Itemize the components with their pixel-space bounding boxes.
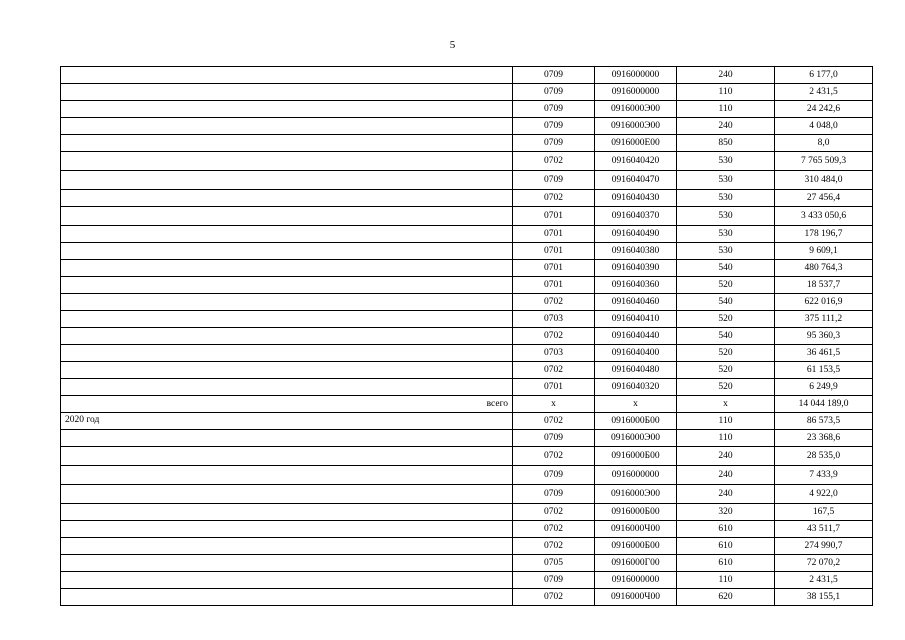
target-article-cell: 0916000Э00 — [595, 118, 677, 135]
expense-type-cell: 850 — [677, 135, 775, 152]
expense-type-cell: 540 — [677, 328, 775, 345]
expense-type-cell: 110 — [677, 572, 775, 589]
amount-cell: 4 048,0 — [775, 118, 873, 135]
section-code-cell: 0702 — [513, 504, 595, 521]
section-code-cell: 0709 — [513, 171, 595, 190]
row-description-cell — [61, 328, 513, 345]
amount-cell: 14 044 189,0 — [775, 396, 873, 413]
expense-type-cell: х — [677, 396, 775, 413]
target-article-cell: 0916040370 — [595, 207, 677, 226]
target-article-cell: 0916040480 — [595, 362, 677, 379]
row-description-cell — [61, 538, 513, 555]
section-code-cell: 0709 — [513, 572, 595, 589]
table-row — [61, 152, 873, 171]
expense-type-cell: 530 — [677, 171, 775, 190]
page-number: 5 — [449, 39, 456, 51]
table-row — [61, 311, 873, 328]
section-code-cell: 0705 — [513, 555, 595, 572]
expense-type-cell: 540 — [677, 260, 775, 277]
row-description-cell — [61, 171, 513, 190]
expense-type-cell: 520 — [677, 311, 775, 328]
row-description-cell — [61, 84, 513, 101]
table-row — [61, 190, 873, 207]
section-code-cell: 0702 — [513, 447, 595, 466]
amount-cell: 622 016,9 — [775, 294, 873, 311]
expense-type-cell: 110 — [677, 413, 775, 430]
table-row — [61, 504, 873, 521]
section-code-cell: 0709 — [513, 101, 595, 118]
table-row — [61, 67, 873, 84]
target-article-cell: 0916040420 — [595, 152, 677, 171]
section-code-cell: 0702 — [513, 190, 595, 207]
section-code-cell: 0701 — [513, 379, 595, 396]
table-row — [61, 485, 873, 504]
section-code-cell: 0701 — [513, 207, 595, 226]
amount-cell: 480 764,3 — [775, 260, 873, 277]
expense-type-cell: 610 — [677, 521, 775, 538]
row-description-cell — [61, 135, 513, 152]
expense-type-cell: 610 — [677, 538, 775, 555]
target-article-cell: 0916000Б00 — [595, 538, 677, 555]
target-article-cell: 0916000000 — [595, 67, 677, 84]
row-description-cell — [61, 311, 513, 328]
row-description-cell — [61, 277, 513, 294]
row-description-cell — [61, 152, 513, 171]
table-row — [61, 521, 873, 538]
target-article-cell: 0916000Б00 — [595, 447, 677, 466]
row-description-cell — [61, 485, 513, 504]
row-description-cell — [61, 67, 513, 84]
row-description-cell — [61, 345, 513, 362]
amount-cell: 24 242,6 — [775, 101, 873, 118]
amount-cell: 6 249,9 — [775, 379, 873, 396]
expense-type-cell: 530 — [677, 207, 775, 226]
target-article-cell: 0916000000 — [595, 466, 677, 485]
amount-cell: 6 177,0 — [775, 67, 873, 84]
table-row — [61, 345, 873, 362]
section-code-cell: 0703 — [513, 345, 595, 362]
table-row — [61, 207, 873, 226]
row-description-cell — [61, 521, 513, 538]
section-code-cell: 0709 — [513, 67, 595, 84]
amount-cell: 23 368,6 — [775, 430, 873, 447]
amount-cell: 27 456,4 — [775, 190, 873, 207]
table-row — [61, 466, 873, 485]
table-row — [61, 430, 873, 447]
section-code-cell: 0701 — [513, 260, 595, 277]
section-code-cell: 0702 — [513, 413, 595, 430]
section-code-cell: 0701 — [513, 243, 595, 260]
section-code-cell: 0701 — [513, 277, 595, 294]
table-row — [61, 135, 873, 152]
row-description-cell — [61, 260, 513, 277]
target-article-cell: 0916000Б00 — [595, 504, 677, 521]
table-row — [61, 555, 873, 572]
section-code-cell: 0709 — [513, 84, 595, 101]
section-code-cell: 0709 — [513, 466, 595, 485]
target-article-cell: 0916000Ч00 — [595, 589, 677, 606]
table-row — [61, 243, 873, 260]
amount-cell: 95 360,3 — [775, 328, 873, 345]
row-description-cell — [61, 589, 513, 606]
target-article-cell: 0916000Г00 — [595, 555, 677, 572]
expense-type-cell: 240 — [677, 466, 775, 485]
expense-type-cell: 110 — [677, 101, 775, 118]
amount-cell: 18 537,7 — [775, 277, 873, 294]
section-code-cell: 0709 — [513, 485, 595, 504]
expense-type-cell: 520 — [677, 379, 775, 396]
target-article-cell: 0916040360 — [595, 277, 677, 294]
section-code-cell: 0702 — [513, 521, 595, 538]
section-code-cell: 0703 — [513, 311, 595, 328]
table-row — [61, 171, 873, 190]
amount-cell: 86 573,5 — [775, 413, 873, 430]
section-code-cell: х — [513, 396, 595, 413]
table-row — [61, 379, 873, 396]
target-article-cell: 0916040400 — [595, 345, 677, 362]
row-description-cell — [61, 504, 513, 521]
amount-cell: 310 484,0 — [775, 171, 873, 190]
table-row — [61, 294, 873, 311]
expense-type-cell: 320 — [677, 504, 775, 521]
row-description-cell — [61, 243, 513, 260]
amount-cell: 7 765 509,3 — [775, 152, 873, 171]
target-article-cell: 0916040490 — [595, 226, 677, 243]
amount-cell: 375 111,2 — [775, 311, 873, 328]
expense-type-cell: 240 — [677, 118, 775, 135]
table-row — [61, 277, 873, 294]
expense-type-cell: 110 — [677, 84, 775, 101]
target-article-cell: 0916000Б00 — [595, 413, 677, 430]
row-description-cell — [61, 362, 513, 379]
target-article-cell: 0916000000 — [595, 84, 677, 101]
amount-cell: 38 155,1 — [775, 589, 873, 606]
target-article-cell: 0916000000 — [595, 572, 677, 589]
expense-type-cell: 530 — [677, 226, 775, 243]
expense-type-cell: 520 — [677, 362, 775, 379]
table-row — [61, 589, 873, 606]
row-description-cell — [61, 379, 513, 396]
amount-cell: 8,0 — [775, 135, 873, 152]
table-row — [61, 328, 873, 345]
row-description-cell — [61, 118, 513, 135]
section-code-cell: 0702 — [513, 362, 595, 379]
row-description-cell: 2020 год — [61, 413, 513, 430]
table-total-row — [61, 396, 873, 413]
expense-type-cell: 530 — [677, 243, 775, 260]
amount-cell: 28 535,0 — [775, 447, 873, 466]
target-article-cell: х — [595, 396, 677, 413]
amount-cell: 178 196,7 — [775, 226, 873, 243]
table-row — [61, 260, 873, 277]
target-article-cell: 0916040380 — [595, 243, 677, 260]
section-code-cell: 0702 — [513, 152, 595, 171]
expense-type-cell: 530 — [677, 152, 775, 171]
target-article-cell: 0916040320 — [595, 379, 677, 396]
table-row — [61, 226, 873, 243]
table-row — [61, 84, 873, 101]
row-description-cell — [61, 294, 513, 311]
section-code-cell: 0702 — [513, 589, 595, 606]
row-description-cell — [61, 101, 513, 118]
expense-type-cell: 530 — [677, 190, 775, 207]
row-description-cell: всего — [61, 396, 513, 413]
amount-cell: 7 433,9 — [775, 466, 873, 485]
section-code-cell: 0702 — [513, 328, 595, 345]
section-code-cell: 0709 — [513, 118, 595, 135]
amount-cell: 4 922,0 — [775, 485, 873, 504]
row-description-cell — [61, 572, 513, 589]
expense-type-cell: 240 — [677, 485, 775, 504]
target-article-cell: 0916040390 — [595, 260, 677, 277]
amount-cell: 3 433 050,6 — [775, 207, 873, 226]
target-article-cell: 0916000Е00 — [595, 135, 677, 152]
amount-cell: 2 431,5 — [775, 84, 873, 101]
amount-cell: 36 461,5 — [775, 345, 873, 362]
table-row — [61, 118, 873, 135]
amount-cell: 274 990,7 — [775, 538, 873, 555]
target-article-cell: 0916040470 — [595, 171, 677, 190]
target-article-cell: 0916040460 — [595, 294, 677, 311]
amount-cell: 9 609,1 — [775, 243, 873, 260]
amount-cell: 72 070,2 — [775, 555, 873, 572]
budget-table — [60, 66, 873, 606]
table-row — [61, 101, 873, 118]
table-row — [61, 413, 873, 430]
table-row — [61, 447, 873, 466]
target-article-cell: 0916000Э00 — [595, 485, 677, 504]
target-article-cell: 0916040410 — [595, 311, 677, 328]
section-code-cell: 0702 — [513, 538, 595, 555]
row-description-cell — [61, 430, 513, 447]
amount-cell: 61 153,5 — [775, 362, 873, 379]
expense-type-cell: 240 — [677, 447, 775, 466]
section-code-cell: 0709 — [513, 135, 595, 152]
expense-type-cell: 620 — [677, 589, 775, 606]
table-row — [61, 362, 873, 379]
amount-cell: 2 431,5 — [775, 572, 873, 589]
target-article-cell: 0916040430 — [595, 190, 677, 207]
section-code-cell: 0709 — [513, 430, 595, 447]
expense-type-cell: 240 — [677, 67, 775, 84]
expense-type-cell: 610 — [677, 555, 775, 572]
target-article-cell: 0916000Ч00 — [595, 521, 677, 538]
section-code-cell: 0702 — [513, 294, 595, 311]
expense-type-cell: 110 — [677, 430, 775, 447]
target-article-cell: 0916000Э00 — [595, 430, 677, 447]
amount-cell: 167,5 — [775, 504, 873, 521]
expense-type-cell: 520 — [677, 345, 775, 362]
row-description-cell — [61, 226, 513, 243]
target-article-cell: 0916040440 — [595, 328, 677, 345]
target-article-cell: 0916000Э00 — [595, 101, 677, 118]
expense-type-cell: 540 — [677, 294, 775, 311]
budget-table-body — [61, 67, 873, 606]
section-code-cell: 0701 — [513, 226, 595, 243]
row-description-cell — [61, 555, 513, 572]
row-description-cell — [61, 190, 513, 207]
expense-type-cell: 520 — [677, 277, 775, 294]
table-row — [61, 572, 873, 589]
amount-cell: 43 511,7 — [775, 521, 873, 538]
row-description-cell — [61, 447, 513, 466]
row-description-cell — [61, 466, 513, 485]
table-row — [61, 538, 873, 555]
row-description-cell — [61, 207, 513, 226]
